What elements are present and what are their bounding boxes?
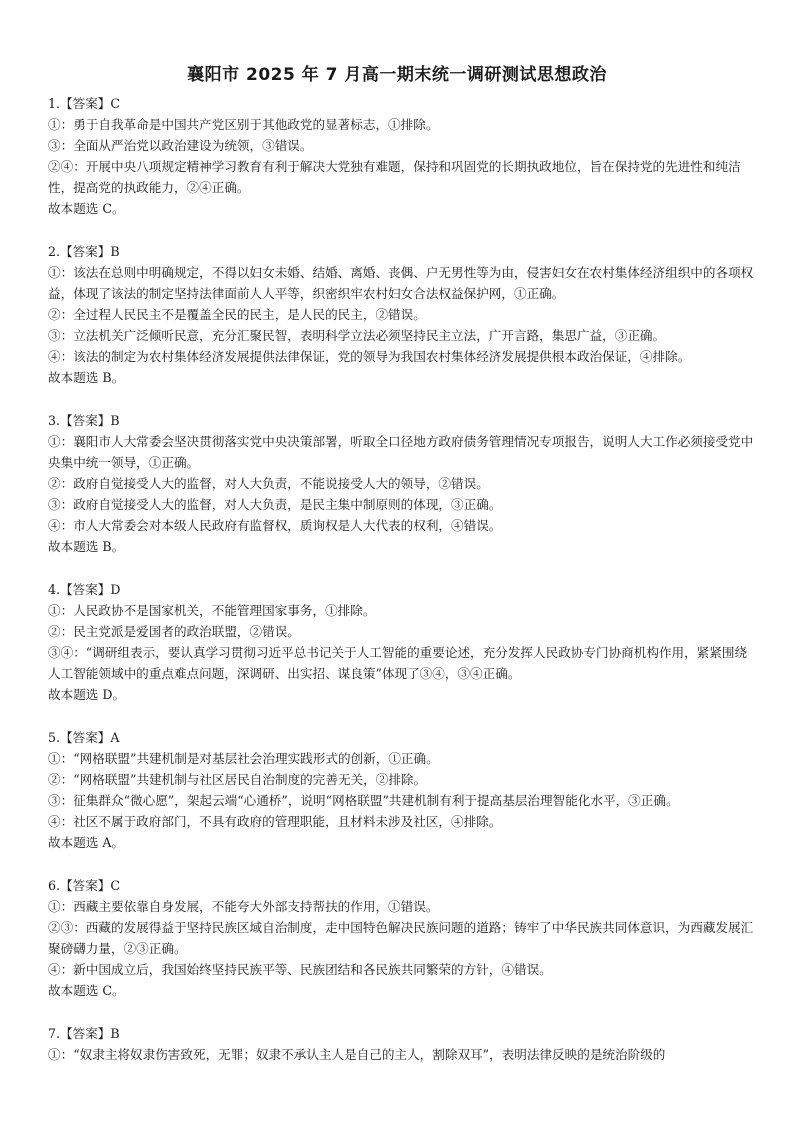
explanation-line: ②：全过程人民民主不是覆盖全民的民主，是人民的民主，②错误。 (48, 307, 426, 322)
question-6 (48, 875, 758, 1001)
explanation-line: ①：勇于自我革命是中国共产党区别于其他政党的显著标志，①排除。 (48, 117, 439, 132)
question-3 (48, 410, 758, 557)
explanation-line: ④：社区不属于政府部门，不具有政府的管理职能，且材料未涉及社区，④排除。 (48, 814, 502, 829)
question-2 (48, 241, 758, 388)
explanation-line: ②④：开展中央八项规定精神学习教育有利于解决大党独有难题，保持和巩固党的长期执政地位，旨在保持党的先进性和纯洁性，提高党的执政能力，②④正确。 (48, 159, 741, 195)
conclusion-line: 故本题选 A。 (48, 835, 125, 850)
answer-header: 1.【答案】C (48, 96, 121, 111)
explanation-line: ③：全面从严治党以政治建设为统领，③错误。 (48, 138, 313, 153)
conclusion-line: 故本题选 C。 (48, 983, 125, 998)
explanation-line: ④：市人大常委会对本级人民政府有监督权，质询权是人大代表的权利，④错误。 (48, 518, 502, 533)
explanation-line: ①：西藏主要依靠自身发展，不能夸大外部支持帮扶的作用，①错误。 (48, 899, 439, 914)
explanation-line: ③：征集群众“微心愿”，架起云端“心通桥”，说明“网格联盟”共建机制有利于提高基层治理智能化水平，③正确。 (48, 793, 679, 808)
explanation-line: ①：该法在总则中明确规定，不得以妇女未婚、结婚、离婚、丧偶、户无男性等为由，侵害妇女在农村集体经济组织中的各项权益，体现了该法的制定坚持法律面前人人平等，织密织牢农村妇女合法权益保护网，①正确。 (48, 265, 754, 301)
answer-header: 5.【答案】A (48, 730, 120, 745)
question-7 (48, 1023, 758, 1065)
question-5 (48, 727, 758, 853)
answer-header: 7.【答案】B (48, 1026, 120, 1041)
explanation-line: ②：民主党派是爱国者的政治联盟，②错误。 (48, 624, 300, 639)
answer-header: 2.【答案】B (48, 244, 120, 259)
explanation-line: ①：人民政协不是国家机关，不能管理国家事务，①排除。 (48, 603, 376, 618)
explanation-line: ④：该法的制定为农村集体经济发展提供法律保证，党的领导为我国农村集体经济发展提供根本政治保证，④排除。 (48, 349, 691, 364)
explanation-line: ①：“奴隶主将奴隶伤害致死，无罪；奴隶不承认主人是自己的主人，割除双耳”，表明法律反映的是统治阶级的 (48, 1047, 666, 1062)
explanation-line: ①：“网格联盟”共建机制是对基层社会治理实践形式的创新，①正确。 (48, 751, 439, 766)
question-1 (48, 93, 758, 219)
explanation-line: ③：立法机关广泛倾听民意，充分汇聚民智，表明科学立法必须坚持民主立法，广开言路，集思广益，③正确。 (48, 328, 666, 343)
explanation-line: ④：新中国成立后，我国始终坚持民族平等、民族团结和各民族共同繁荣的方针，④错误。 (48, 962, 552, 977)
question-4 (48, 579, 758, 705)
answer-header: 6.【答案】C (48, 878, 121, 893)
conclusion-line: 故本题选 B。 (48, 539, 125, 554)
explanation-line: ③④：“调研组表示，要认真学习贯彻习近平总书记关于人工智能的重要论述，充分发挥人民政协专门协商机构作用，紧紧围绕人工智能领域中的重点难点问题，深调研、出实招、谋良策”体现了③④，③④正确。 (48, 645, 748, 681)
explanation-line: ②：“网格联盟”共建机制与社区居民自治制度的完善无关，②排除。 (48, 772, 427, 787)
conclusion-line: 故本题选 C。 (48, 201, 125, 216)
explanation-line: ③：政府自觉接受人大的监督，对人大负责，是民主集中制原则的体现，③正确。 (48, 497, 502, 512)
explanation-line: ②：政府自觉接受人大的监督，对人大负责，不能说接受人大的领导，②错误。 (48, 476, 489, 491)
conclusion-line: 故本题选 B。 (48, 370, 125, 385)
explanation-line: ①：襄阳市人大常委会坚决贯彻落实党中央决策部署，听取全口径地方政府债务管理情况专项报告，说明人大工作必须接受党中央集中统一领导，①正确。 (48, 434, 754, 470)
explanation-line: ②③：西藏的发展得益于坚持民族区域自治制度，走中国特色解决民族问题的道路；铸牢了中华民族共同体意识，为西藏发展汇聚磅礴力量，②③正确。 (48, 920, 754, 956)
answer-list (48, 93, 758, 1087)
answer-header: 3.【答案】B (48, 413, 120, 428)
conclusion-line: 故本题选 D。 (48, 687, 126, 702)
answer-header: 4.【答案】D (48, 582, 121, 597)
page-title: 襄阳市 2025 年 7 月高一期末统一调研测试思想政治 (187, 65, 607, 85)
